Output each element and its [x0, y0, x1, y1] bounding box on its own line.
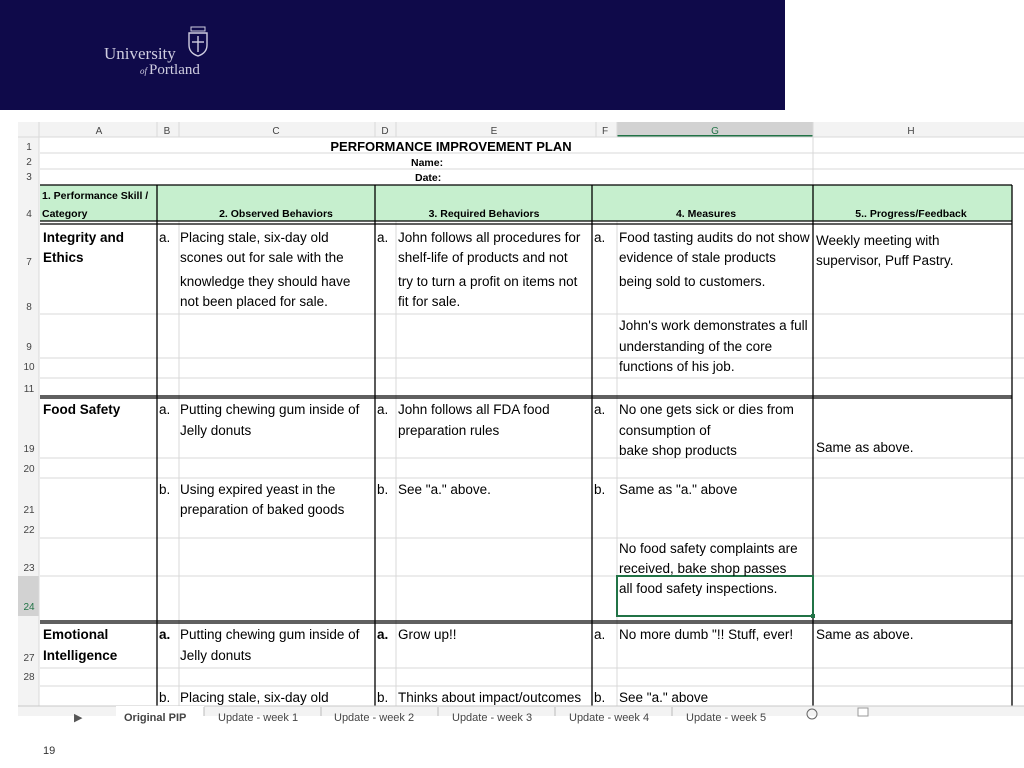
observed-line: Placing stale, six-day old: [180, 690, 329, 705]
letter-a: a.: [377, 230, 389, 245]
measures-line: being sold to customers.: [619, 274, 766, 289]
row-number[interactable]: 9: [26, 342, 32, 353]
letter-b: b.: [594, 482, 606, 497]
letter-a: a.: [159, 627, 171, 642]
sheet-tab-week-3[interactable]: Update - week 3: [452, 712, 533, 724]
letter-b: b.: [594, 690, 606, 705]
sheet-title: PERFORMANCE IMPROVEMENT PLAN: [330, 139, 572, 154]
required-line: Grow up!!: [398, 627, 457, 642]
row-number[interactable]: 11: [23, 384, 35, 395]
row-number[interactable]: 23: [23, 563, 35, 574]
feedback-line: Same as above.: [816, 440, 914, 455]
letter-a: a.: [377, 402, 389, 417]
feedback-line: Weekly meeting with: [816, 233, 940, 248]
row-number[interactable]: 7: [26, 257, 32, 268]
sheet-tab-week-5[interactable]: Update - week 5: [686, 712, 767, 724]
row-number[interactable]: 10: [23, 362, 35, 373]
university-banner: [0, 0, 785, 110]
observed-line: not been placed for sale.: [180, 294, 328, 309]
col-header-e[interactable]: E: [490, 126, 498, 137]
row-number[interactable]: 4: [26, 209, 32, 220]
letter-a: a.: [594, 402, 606, 417]
required-line: preparation rules: [398, 423, 500, 438]
header-category-line2: Category: [42, 208, 88, 220]
observed-line: Jelly donuts: [180, 648, 252, 663]
observed-line: Jelly donuts: [180, 423, 252, 438]
measures-line: No more dumb "!! Stuff, ever!: [619, 627, 794, 642]
required-line: fit for sale.: [398, 294, 461, 309]
letter-b: b.: [159, 482, 171, 497]
header-feedback: 5.. Progress/Feedback: [855, 208, 967, 220]
observed-line: Putting chewing gum inside of: [180, 627, 360, 642]
category-food-safety: Food Safety: [43, 402, 121, 417]
measures-line: Same as "a." above: [619, 482, 738, 497]
observed-line: Putting chewing gum inside of: [180, 402, 360, 417]
col-header-d[interactable]: D: [381, 126, 389, 137]
col-header-g[interactable]: G: [711, 126, 719, 137]
feedback-line: Same as above.: [816, 627, 914, 642]
col-header-b[interactable]: B: [163, 126, 171, 137]
measures-line: See "a." above: [619, 690, 709, 705]
row-number[interactable]: 20: [23, 464, 35, 475]
required-line: John follows all FDA food: [398, 402, 550, 417]
observed-line: preparation of baked goods: [180, 502, 345, 517]
category-integrity-line2: Ethics: [43, 250, 84, 265]
sheet-tab-week-1[interactable]: Update - week 1: [218, 712, 299, 724]
letter-a: a.: [594, 627, 606, 642]
observed-line: scones out for sale with the: [180, 250, 344, 265]
required-line: John follows all procedures for: [398, 230, 581, 245]
required-line: See "a." above.: [398, 482, 491, 497]
category-integrity-line1: Integrity and: [43, 230, 125, 245]
measures-line: No food safety complaints are: [619, 541, 798, 556]
date-label: Date:: [415, 172, 442, 184]
sheet-tab-week-2[interactable]: Update - week 2: [334, 712, 415, 724]
crest-icon: [188, 27, 208, 57]
col-header-c[interactable]: C: [272, 126, 280, 137]
category-emotional-line1: Emotional: [43, 627, 109, 642]
header-measures: 4. Measures: [675, 208, 737, 220]
slide-number: 19: [43, 745, 56, 757]
row-number[interactable]: 27: [23, 653, 35, 664]
measures-line: received, bake shop passes: [619, 561, 787, 576]
row-number[interactable]: 28: [23, 672, 35, 683]
measures-line: Food tasting audits do not show: [619, 230, 810, 245]
feedback-line: supervisor, Puff Pastry.: [816, 253, 954, 268]
row-number[interactable]: 2: [26, 157, 32, 168]
row-number[interactable]: 8: [26, 302, 32, 313]
required-line: try to turn a profit on items not: [398, 274, 578, 289]
col-header-f[interactable]: F: [601, 126, 609, 137]
horizontal-scrollbar[interactable]: [858, 708, 868, 716]
measures-line: evidence of stale products: [619, 250, 776, 265]
required-line: Thinks about impact/outcomes: [398, 690, 582, 705]
measures-line: bake shop products: [619, 443, 737, 458]
sheet-tab-original-pip[interactable]: Original PIP: [124, 712, 187, 724]
sheet-tab-week-4[interactable]: Update - week 4: [569, 712, 650, 724]
header-category-line1: 1. Performance Skill /: [42, 190, 149, 202]
measures-line: understanding of the core: [619, 339, 773, 354]
spreadsheet-screenshot: [18, 116, 1024, 724]
row-number[interactable]: 22: [23, 525, 35, 536]
observed-line: knowledge they should have: [180, 274, 351, 289]
row-number[interactable]: 19: [23, 444, 35, 455]
row-number-selected[interactable]: 24: [23, 602, 35, 613]
name-label: Name:: [411, 157, 444, 169]
letter-a: a.: [594, 230, 606, 245]
row-number[interactable]: 1: [26, 142, 32, 153]
measures-line: all food safety inspections.: [619, 581, 778, 596]
col-header-h[interactable]: H: [907, 126, 915, 137]
observed-line: Using expired yeast in the: [180, 482, 336, 497]
header-required: 3. Required Behaviors: [428, 208, 540, 220]
logo-word-portland: of Portland: [140, 62, 200, 78]
measures-line: John's work demonstrates a full: [619, 318, 808, 333]
measures-line: No one gets sick or dies from: [619, 402, 794, 417]
required-line: shelf-life of products and not: [398, 250, 568, 265]
logo-word-university: University: [104, 44, 176, 63]
category-emotional-line2: Intelligence: [43, 648, 118, 663]
scroll-tabs-right-icon[interactable]: ▶: [74, 712, 83, 724]
row-number[interactable]: 21: [23, 505, 35, 516]
measures-line: consumption of: [619, 423, 711, 438]
header-observed: 2. Observed Behaviors: [219, 208, 333, 220]
measures-line: functions of his job.: [619, 359, 735, 374]
letter-a: a.: [159, 402, 171, 417]
row-number[interactable]: 3: [26, 172, 32, 183]
letter-a: a.: [159, 230, 171, 245]
letter-b: b.: [159, 690, 171, 705]
letter-b: b.: [377, 690, 389, 705]
col-header-a[interactable]: A: [95, 126, 103, 137]
letter-b: b.: [377, 482, 389, 497]
observed-line: Placing stale, six-day old: [180, 230, 329, 245]
letter-a: a.: [377, 627, 389, 642]
